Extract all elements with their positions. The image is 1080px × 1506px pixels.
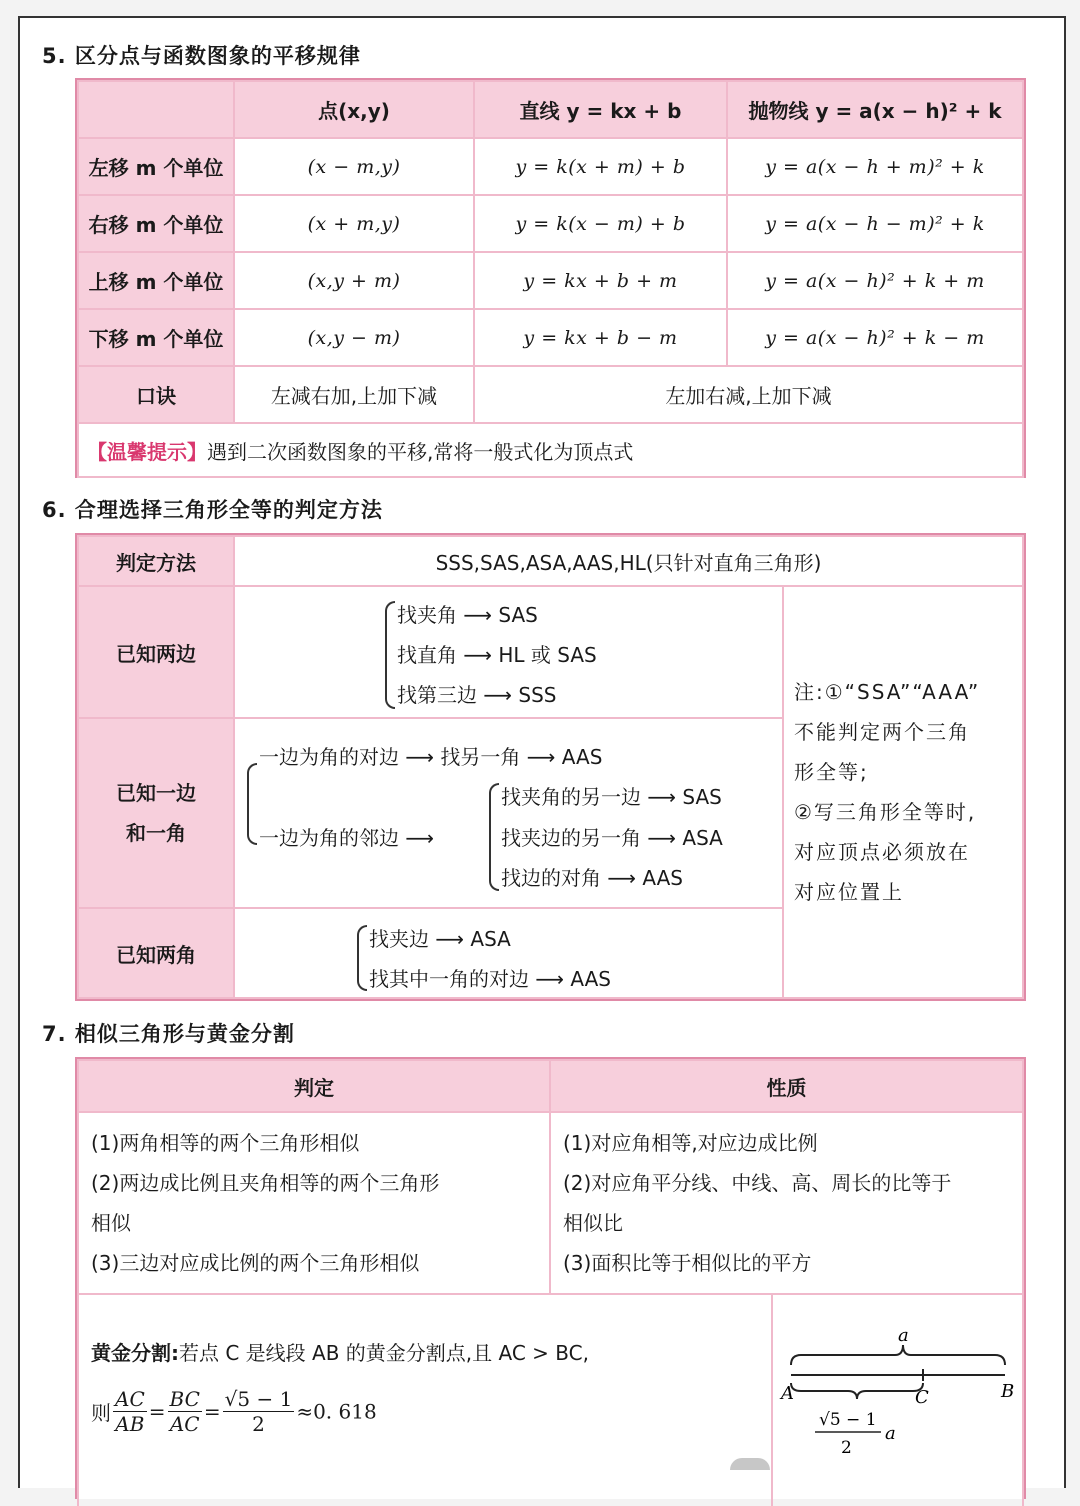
- method-label: 判定方法: [78, 536, 234, 586]
- two-sides-cell: [234, 586, 783, 718]
- frac-num: AC: [115, 1387, 145, 1411]
- mnemonic-point: 左减右加,上加下减: [234, 366, 474, 423]
- cell-parabola: y = a(x − h + m)² + k: [727, 138, 1023, 195]
- bottom-brace: [791, 1383, 923, 1399]
- golden-text: 若点 C 是线段 AB 的黄金分割点,且 AC > BC,: [179, 1341, 589, 1365]
- mnemonic-label: 口诀: [78, 366, 234, 423]
- cell-point: (x,y + m): [234, 252, 474, 309]
- note-line: 不能判定两个三角: [794, 720, 970, 744]
- golden-lead: 黄金分割:: [91, 1341, 179, 1365]
- cell-line: y = kx + b + m: [474, 252, 727, 309]
- frac-den: AC: [169, 1412, 200, 1436]
- diagram-frac-a: a: [885, 1423, 896, 1444]
- note-line: 对应位置上: [794, 880, 904, 904]
- outer-brace: [247, 763, 257, 845]
- prop-item: 相似比: [563, 1211, 623, 1235]
- two-sides-item: 找直角 ⟶ HL 或 SAS: [397, 643, 597, 667]
- frac-golden: [223, 1387, 295, 1436]
- translation-table: [75, 78, 1026, 478]
- prop-item: (1)对应角相等,对应边成比例: [563, 1131, 818, 1155]
- cell-point: (x − m,y): [234, 138, 474, 195]
- diagram-frac-num: √5 − 1: [819, 1410, 877, 1430]
- row-label: 右移 m 个单位: [78, 195, 234, 252]
- judge-item: (3)三边对应成比例的两个三角形相似: [91, 1251, 420, 1275]
- adjacent-sub: 找夹边的另一角 ⟶ ASA: [501, 826, 723, 850]
- col-props: 性质: [550, 1060, 1023, 1112]
- cell-point: (x + m,y): [234, 195, 474, 252]
- tip-text: 遇到二次函数图象的平移,常将一般式化为顶点式: [207, 439, 634, 464]
- two-angles-item: 找其中一角的对边 ⟶ AAS: [369, 967, 612, 991]
- frac-den: AB: [115, 1412, 145, 1436]
- two-sides-item: 找第三边 ⟶ SSS: [397, 683, 557, 707]
- section-7-title: 7. 相似三角形与黄金分割: [42, 1022, 295, 1046]
- cell-parabola: y = a(x − h)² + k + m: [727, 252, 1023, 309]
- header-line: 直线 y = kx + b: [474, 81, 727, 138]
- header-point: 点(x,y): [234, 81, 474, 138]
- col-judge: 判定: [78, 1060, 550, 1112]
- cell-parabola: y = a(x − h − m)² + k: [727, 195, 1023, 252]
- label-C: C: [915, 1387, 929, 1408]
- side-angle-label: [78, 718, 234, 908]
- two-angles-item: 找夹边 ⟶ ASA: [369, 927, 511, 951]
- two-angles-cell: [234, 908, 783, 998]
- approx-value: ≈0. 618: [296, 1399, 377, 1424]
- frac-bc-ac: [168, 1387, 202, 1436]
- opposite-side-rule: 一边为角的对边 ⟶ 找另一角 ⟶ AAS: [259, 745, 603, 769]
- side-angle-label-1: 已知一边: [116, 781, 196, 805]
- method-text: SSS,SAS,ASA,AAS,HL(只针对直角三角形): [234, 536, 1023, 586]
- note-line: 形全等;: [794, 760, 869, 784]
- prop-item: (2)对应角平分线、中线、高、周长的比等于: [563, 1171, 952, 1195]
- page: [18, 16, 1066, 1488]
- two-angles-label: 已知两角: [78, 908, 234, 998]
- header-parabola: 抛物线 y = a(x − h)² + k: [727, 81, 1023, 138]
- section-6-title: 6. 合理选择三角形全等的判定方法: [42, 498, 383, 522]
- frac-num: √5 − 1: [224, 1387, 293, 1411]
- note-line: ②写三角形全等时,: [794, 800, 977, 824]
- side-angle-label-2: 和一角: [126, 821, 186, 845]
- row-label: 上移 m 个单位: [78, 252, 234, 309]
- left-brace: [385, 601, 395, 709]
- judge-list: [78, 1112, 550, 1294]
- prop-item: (3)面积比等于相似比的平方: [563, 1251, 812, 1275]
- tip-tag: 【温馨提示】: [87, 439, 207, 464]
- corner-cell: [78, 81, 234, 138]
- label-B: B: [1001, 1381, 1015, 1402]
- congruence-table: [75, 533, 1026, 1001]
- similarity-table: [75, 1057, 1026, 1499]
- cell-line: y = k(x − m) + b: [474, 195, 727, 252]
- watermark-mark: [730, 1458, 770, 1470]
- note-line: 注:①“SSA”“AAA”: [794, 680, 981, 704]
- golden-def: [91, 1337, 589, 1366]
- frac-den: 2: [252, 1412, 265, 1436]
- golden-cell: [78, 1294, 772, 1506]
- frac-ac-ab: [113, 1387, 147, 1436]
- cell-line: y = k(x + m) + b: [474, 138, 727, 195]
- section-5-title: 5. 区分点与函数图象的平移规律: [42, 44, 361, 68]
- left-brace: [357, 925, 367, 991]
- cell-line: y = kx + b − m: [474, 309, 727, 366]
- then-word: 则: [91, 1401, 111, 1425]
- label-A: A: [781, 1383, 794, 1404]
- two-sides-label: 已知两边: [78, 586, 234, 718]
- adjacent-sub: 找边的对角 ⟶ AAS: [501, 866, 684, 890]
- judge-item: 相似: [91, 1211, 131, 1235]
- inner-brace: [489, 783, 499, 891]
- adjacent-side-rule: 一边为角的邻边 ⟶: [259, 826, 435, 850]
- mnemonic-func: 左加右减,上加下减: [474, 366, 1023, 423]
- frac-num: BC: [169, 1387, 200, 1411]
- golden-formula: 则 $\frac{AC}{AB}$ = $\frac{BC}{AC}$ = $\frac{√5 - 1}{2}$ ≈0. 618: [91, 1387, 377, 1436]
- row-label: 下移 m 个单位: [78, 309, 234, 366]
- diagram-frac-den: 2: [841, 1438, 852, 1458]
- note-line: 对应顶点必须放在: [794, 840, 970, 864]
- cell-parabola: y = a(x − h)² + k − m: [727, 309, 1023, 366]
- golden-diagram-cell: [772, 1294, 1023, 1506]
- warm-tip: [78, 423, 1023, 477]
- props-list: [550, 1112, 1023, 1294]
- judge-item: (1)两角相等的两个三角形相似: [91, 1131, 360, 1155]
- side-angle-cell: [234, 718, 783, 908]
- two-sides-item: 找夹角 ⟶ SAS: [397, 603, 538, 627]
- top-brace: [791, 1345, 1005, 1365]
- cell-point: (x,y − m): [234, 309, 474, 366]
- row-label: 左移 m 个单位: [78, 138, 234, 195]
- label-a: a: [898, 1325, 909, 1346]
- adjacent-sub: 找夹角的另一边 ⟶ SAS: [501, 785, 722, 809]
- golden-segment-diagram: [773, 1295, 1019, 1495]
- note-cell: [783, 586, 1023, 998]
- judge-item: (2)两边成比例且夹角相等的两个三角形: [91, 1171, 440, 1195]
